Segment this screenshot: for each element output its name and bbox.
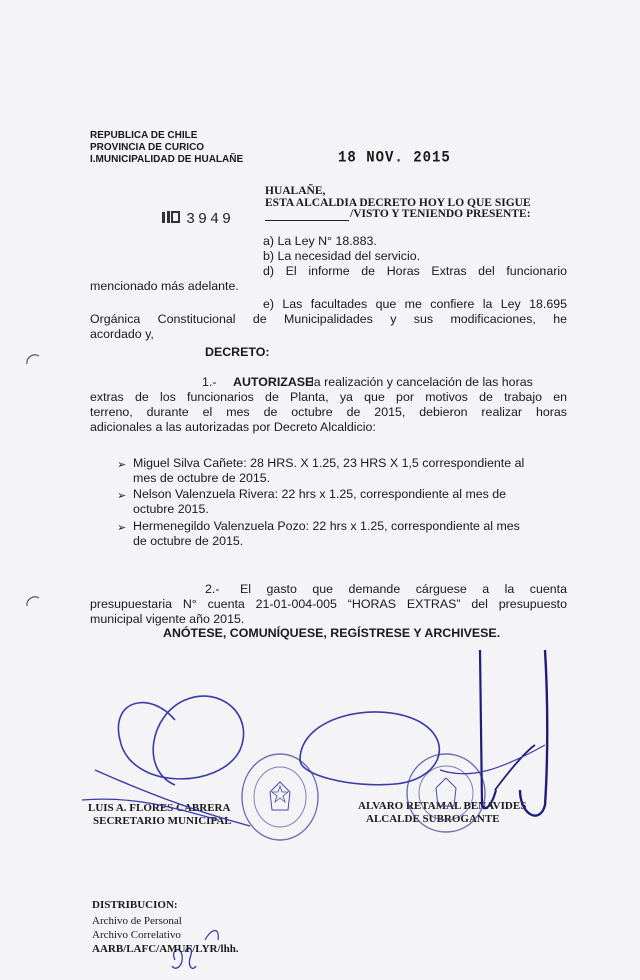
preamble-line1: ESTA ALCALDIA DECRETO HOY LO QUE SIGUE bbox=[265, 197, 531, 209]
header-republic: REPUBLICA DE CHILE bbox=[90, 130, 198, 141]
article2-number: 2.- bbox=[205, 582, 220, 596]
city-name: HUALAÑE, bbox=[265, 185, 326, 197]
item-2-line2: octubre 2015. bbox=[133, 502, 209, 516]
article2-line3: municipal vigente año 2015. bbox=[90, 612, 245, 626]
preamble-line2: /VISTO Y TENIENDO PRESENTE: bbox=[350, 208, 531, 220]
distribution-initials: AARB/LAFC/AMUF/LYR/lhh. bbox=[92, 943, 239, 955]
article2-line1: El gasto que demande cárguese a la cuenta bbox=[240, 582, 567, 596]
bullet-arrow-icon: ➢ bbox=[117, 521, 127, 534]
item-3-line2: de octubre de 2015. bbox=[133, 534, 244, 548]
article1-line3: terreno, durante el mes de octubre de 2015, debieron realizar horas bbox=[90, 405, 567, 419]
consideration-d-1: d) El informe de Horas Extras del funcionario bbox=[263, 264, 567, 278]
item-3-line1: Hermenegildo Valenzuela Pozo: 22 hrs x 1.25, correspondiente al mes bbox=[133, 519, 520, 533]
article1-line1: la realización y cancelación de las horas bbox=[311, 375, 533, 389]
article1-number: 1.- bbox=[202, 375, 217, 389]
article1-keyword: AUTORIZASE bbox=[233, 375, 314, 389]
header-municipality: I.MUNICIPALIDAD DE HUALAÑE bbox=[90, 154, 244, 165]
item-1-line1: Miguel Silva Cañete: 28 HRS. X 1.25, 23 HRS X 1,5 correspondiente al bbox=[133, 456, 525, 470]
consideration-e-1: e) Las facultades que me confiere la Ley 18.695 bbox=[263, 297, 567, 311]
item-1-line2: mes de octubre de 2015. bbox=[133, 471, 271, 485]
right-signer-title: ALCALDE SUBROGANTE bbox=[366, 813, 500, 825]
decree-number: 3949 bbox=[186, 211, 235, 228]
decreto-title: DECRETO: bbox=[205, 345, 270, 359]
consideration-b: b) La necesidad del servicio. bbox=[263, 249, 421, 263]
article2-line2: presupuestaria N° cuenta 21-01-004-005 “HORAS EXTRAS” del presupuesto bbox=[90, 597, 567, 611]
distribution-line2: Archivo Correlativo bbox=[92, 929, 181, 941]
right-signer-name: ALVARO RETAMAL BENAVIDES bbox=[358, 800, 527, 812]
article1-line2: extras de los funcionarios de Planta, ya que por motivos de trabajo en bbox=[90, 390, 567, 404]
left-signer-title: SECRETARIO MUNICIPAL bbox=[93, 815, 232, 827]
closing-formula: ANÓTESE, COMUNÍQUESE, REGÍSTRESE Y ARCHIVESE. bbox=[163, 626, 501, 640]
article1-line4: adicionales a las autorizadas por Decreto Alcaldicio: bbox=[90, 420, 376, 434]
distribution-line1: Archivo de Personal bbox=[92, 915, 182, 927]
consideration-e-2: Orgánica Constitucional de Municipalidades y sus modificaciones, he bbox=[90, 312, 567, 326]
consideration-a: a) La Ley N° 18.883. bbox=[263, 234, 377, 248]
bullet-arrow-icon: ➢ bbox=[117, 458, 127, 471]
header-province: PROVINCIA DE CURICO bbox=[90, 142, 205, 153]
bullet-arrow-icon: ➢ bbox=[117, 489, 127, 502]
distribution-title: DISTRIBUCION: bbox=[92, 899, 178, 911]
consideration-e-3: acordado y, bbox=[90, 327, 154, 341]
item-2-line1: Nelson Valenzuela Rivera: 22 hrs x 1.25, correspondiente al mes de bbox=[133, 487, 507, 501]
consideration-d-2: mencionado más adelante. bbox=[90, 279, 239, 293]
date-stamp: 18 NOV. 2015 bbox=[338, 148, 451, 168]
left-signer-name: LUIS A. FLORES CABRERA bbox=[88, 802, 231, 814]
